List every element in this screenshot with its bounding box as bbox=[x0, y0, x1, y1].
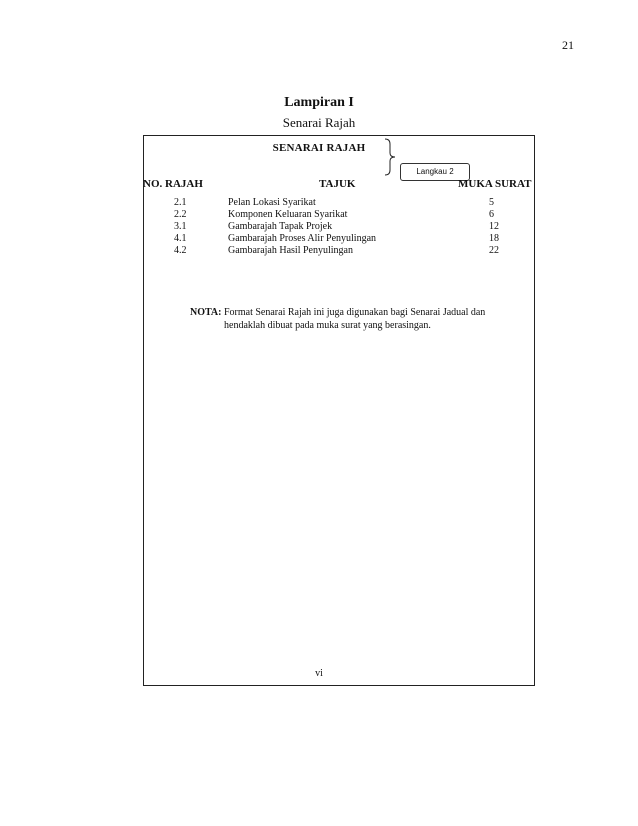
column-header-number: NO. RAJAH bbox=[143, 178, 203, 190]
roman-page-number: vi bbox=[315, 668, 323, 679]
note-line-1: Format Senarai Rajah ini juga digunakan bagi Senarai Jadual dan bbox=[223, 307, 486, 318]
note-label: NOTA: bbox=[190, 307, 222, 318]
figure-title: Komponen Keluaran Syarikat bbox=[228, 209, 348, 220]
figure-list bbox=[0, 197, 638, 257]
figure-page: 6 bbox=[489, 209, 494, 220]
list-item bbox=[0, 209, 638, 221]
list-item bbox=[0, 245, 638, 257]
note-line-2: hendaklah dibuat pada muka surat yang berasingan. bbox=[224, 320, 431, 331]
list-item bbox=[0, 197, 638, 209]
column-header-page: MUKA SURAT bbox=[458, 178, 532, 190]
figure-number: 2.2 bbox=[174, 209, 187, 220]
figure-title: Gambarajah Proses Alir Penyulingan bbox=[228, 233, 377, 244]
appendix-subtitle: Senarai Rajah bbox=[282, 115, 356, 130]
figure-page: 22 bbox=[489, 245, 499, 256]
brace-icon bbox=[383, 138, 397, 176]
figure-number: 4.2 bbox=[174, 245, 187, 256]
figure-title: Gambarajah Hasil Penyulingan bbox=[228, 245, 353, 256]
figure-title: Pelan Lokasi Syarikat bbox=[228, 197, 316, 208]
list-item bbox=[0, 221, 638, 233]
figure-page: 5 bbox=[489, 197, 494, 208]
spacing-callout: Langkau 2 bbox=[400, 163, 470, 181]
note bbox=[190, 306, 520, 332]
page-number: 21 bbox=[562, 38, 574, 52]
figure-number: 2.1 bbox=[174, 197, 187, 208]
list-item bbox=[0, 233, 638, 245]
figure-number: 4.1 bbox=[174, 233, 187, 244]
list-heading: SENARAI RAJAH bbox=[272, 142, 366, 154]
figure-page: 18 bbox=[489, 233, 499, 244]
figure-number: 3.1 bbox=[174, 221, 187, 232]
column-header-title: TAJUK bbox=[319, 178, 356, 190]
figure-page: 12 bbox=[489, 221, 499, 232]
figure-title: Gambarajah Tapak Projek bbox=[228, 221, 333, 232]
appendix-title: Lampiran I bbox=[284, 95, 354, 110]
